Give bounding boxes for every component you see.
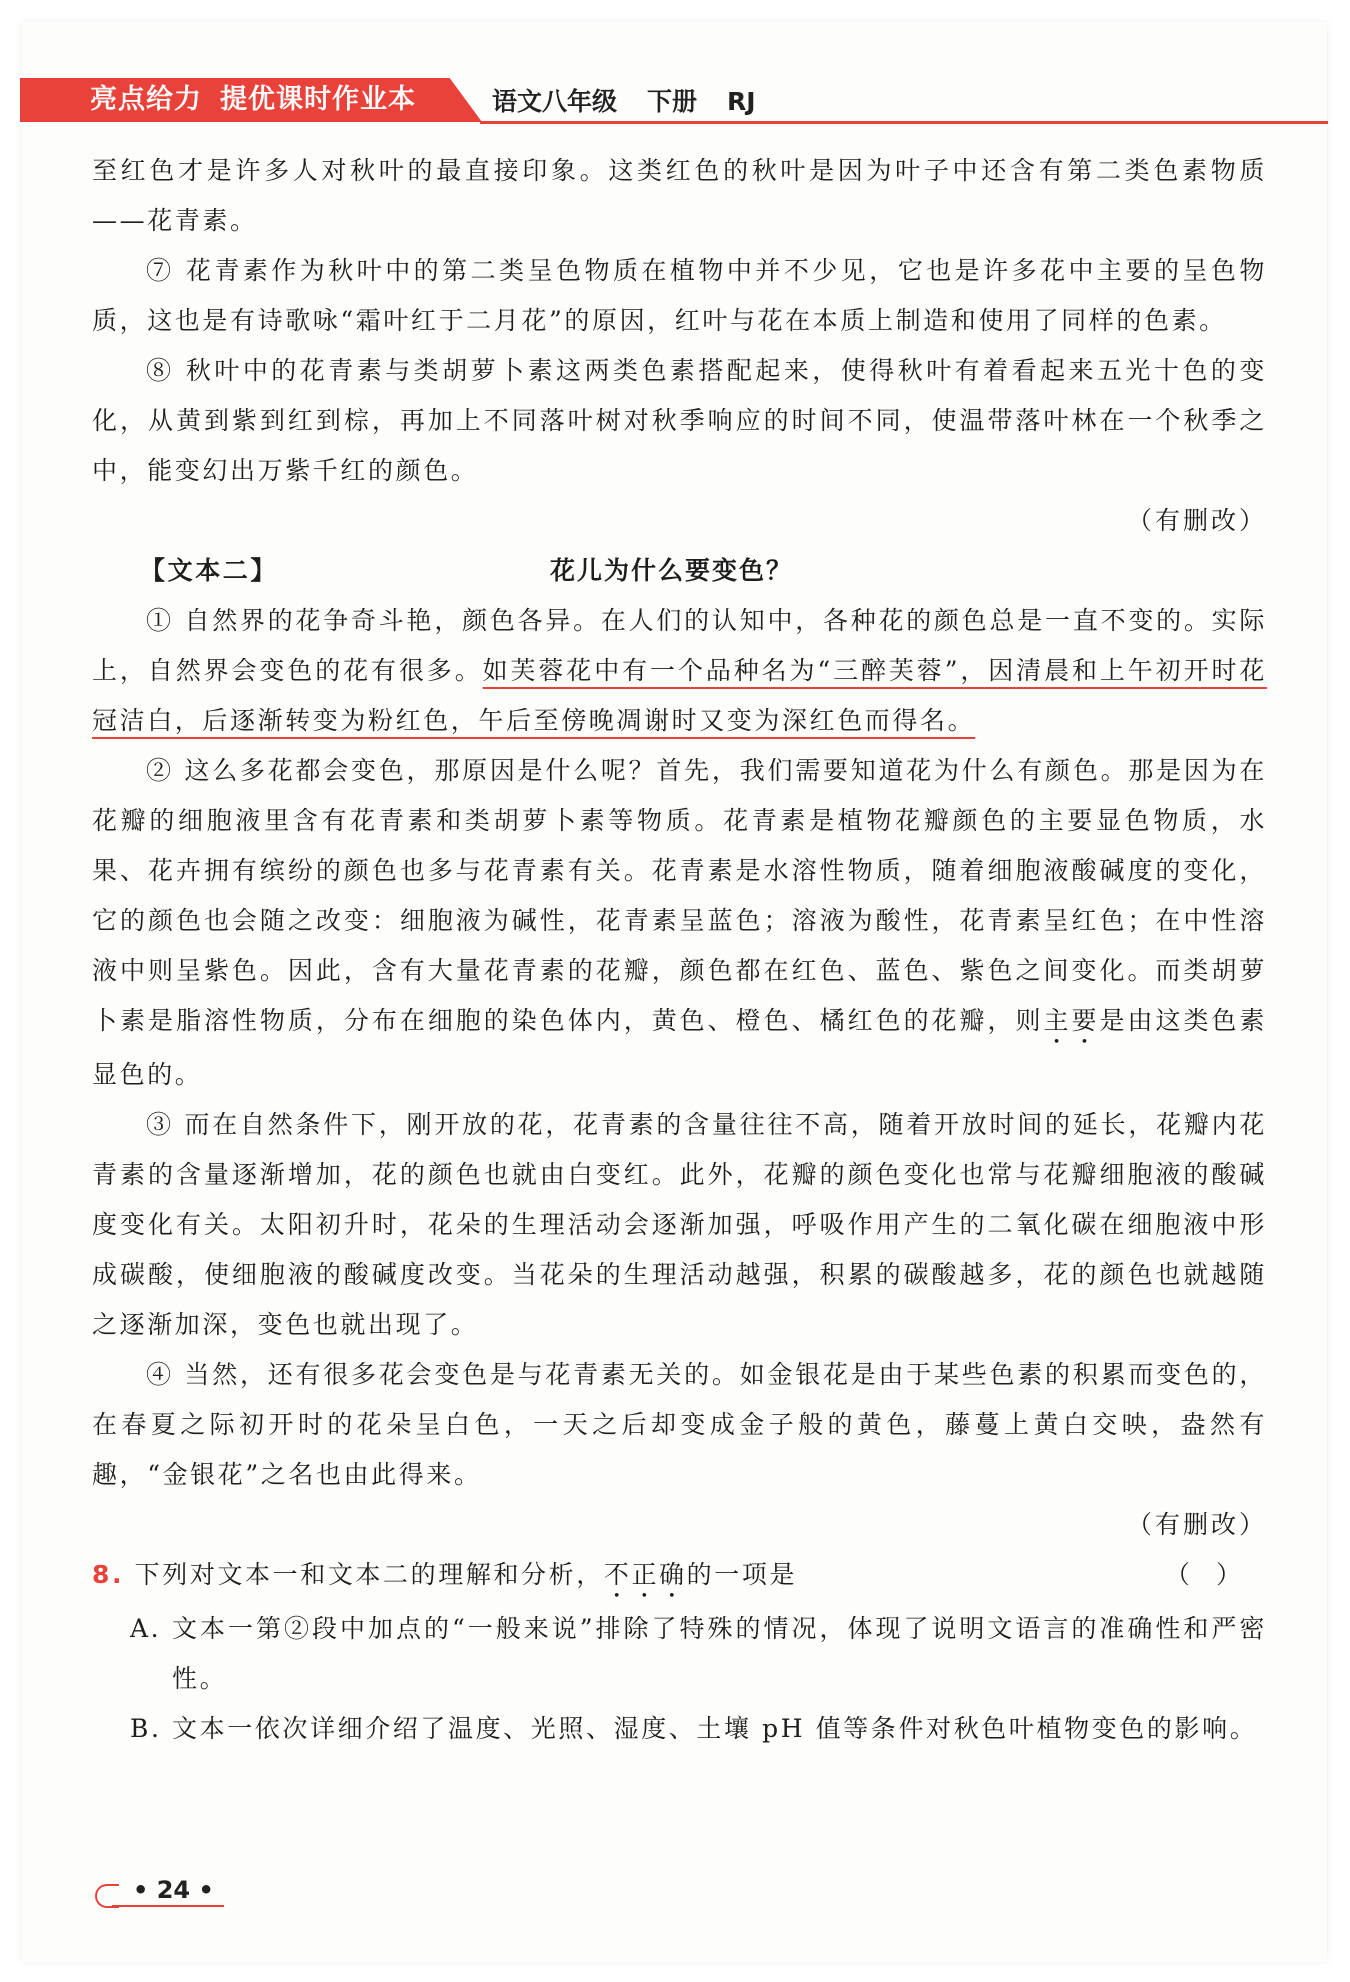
edition: RJ [727, 87, 756, 116]
text1-paragraph-8: ⑧ 秋叶中的花青素与类胡萝卜素这两类色素搭配起来，使得秋叶有着看起来五光十色的变化，从黄到紫到红到棕，再加上不同落叶树对秋季响应的时间不同，使温带落叶林在一个秋季之中，能变幻出万紫千红的颜色。 [92, 356, 1267, 485]
brand-name: 亮点给力 [90, 84, 202, 115]
dotted-word: 主要 [1043, 1006, 1100, 1035]
text2-paragraph-3: ③ 而在自然条件下，刚开放的花，花青素的含量往往不高，随着开放时间的延长，花瓣内花青素的含量逐渐增加，花的颜色也就由白变红。此外，花瓣的颜色变化也常与花瓣细胞液的酸碱度变化有关。太阳初升时，花朵的生理活动会逐渐加强，呼吸作用产生的二氧化碳在细胞液中形成碳酸，使细胞液的酸碱度改变。当花朵的生理活动越强，积累的碳酸越多，花的颜色也就越随之逐渐加深，变色也就出现了。 [92, 1110, 1267, 1339]
option-a[interactable] [92, 1604, 1267, 1704]
text2-p2-text: ② 这么多花都会变色，那原因是什么呢？首先，我们需要知道花为什么有颜色。那是因为在花瓣的细胞液里含有花青素和类胡萝卜素等物质。花青素是植物花瓣颜色的主要显色物质，水果、花卉拥有缤纷的颜色也多与花青素有关。花青素是水溶性物质，随着细胞液酸碱度的变化，它的颜色也会随之改变：细胞液为碱性，花青素呈蓝色；溶液为酸性，花青素呈红色；在中性溶液中则呈紫色。因此，含有大量花青素的花瓣，颜色都在红色、蓝色、紫色之间变化。而类胡萝卜素是脂溶性物质，分布在细胞的染色体内，黄色、橙色、橘红色的花瓣，则 [92, 756, 1267, 1035]
text1-paragraph-7: ⑦ 花青素作为秋叶中的第二类呈色物质在植物中并不少见，它也是许多花中主要的呈色物质，这也是有诗歌咏“霜叶红于二月花”的原因，红叶与花在本质上制造和使用了同样的色素。 [92, 256, 1267, 335]
question-number: 8. [92, 1560, 125, 1589]
text2-paragraph-4: ④ 当然，还有很多花会变色是与花青素无关的。如金银花是由于某些色素的积累而变色的，在春夏之际初开时的花朵呈白色，一天之后却变成金子般的黄色，藤蔓上黄白交映，盎然有趣，“金银花”之名也由此得来。 [92, 1360, 1267, 1489]
text1-continued [92, 146, 1267, 1754]
text2-p2-tail: 是由这类色素显色的。 [92, 1006, 1268, 1089]
text2-paragraph-1 [92, 596, 1267, 746]
page-number: • 24 • [133, 1876, 214, 1904]
option-a-text: 文本一第②段中加点的“一般来说”排除了特殊的情况，体现了说明文语言的准确性和严密性。 [172, 1614, 1267, 1693]
text2-heading [92, 546, 1267, 596]
text2-source-note: （有删改） [1126, 1510, 1267, 1539]
text1-paragraph-continued: 至红色才是许多人对秋叶的最直接印象。这类红色的秋叶是因为叶子中还含有第二类色素物质——花青素。 [92, 156, 1267, 235]
header-rule [480, 121, 1328, 124]
text2-p1-text: ① 自然界的花争奇斗艳，颜色各异。在人们的认知中，各种花的颜色总是一直不变的。实际上，自然界会变色的花有很多。 [92, 606, 1267, 685]
volume: 下册 [647, 87, 698, 116]
text1-source-note: （有删改） [1126, 506, 1267, 535]
option-b-letter: B. [130, 1714, 162, 1743]
option-a-letter: A. [130, 1614, 162, 1643]
question-dotted-word: 不正确 [603, 1560, 687, 1589]
page-number-rule [112, 1905, 224, 1907]
answer-blank[interactable]: （） [1164, 1560, 1267, 1589]
option-b-text: 文本一依次详细介绍了温度、光照、湿度、土壤 pH 值等条件对秋色叶植物变色的影响。 [172, 1714, 1258, 1743]
text2-label: 【文本二】 [140, 556, 279, 585]
series-name: 提优课时作业本 [220, 84, 416, 115]
subject-grade: 语文八年级 [492, 87, 618, 116]
header-brand [90, 82, 416, 118]
header-course [492, 84, 786, 120]
option-b[interactable] [92, 1704, 1267, 1754]
question-stem: 下列对文本一和文本二的理解和分析， [124, 1560, 604, 1589]
question-8 [92, 1550, 1267, 1604]
underlined-sentence: 如芙蓉花中有一个品种名为“三醉芙蓉”，因清晨和上午初开时花冠洁白，后逐渐转变为粉红色，午后至傍晚凋谢时又变为深红色而得名。 [92, 656, 1267, 735]
text2-title: 花儿为什么要变色？ [550, 556, 794, 585]
question-stem-tail: 的一项是 [686, 1560, 798, 1589]
text2-paragraph-2 [92, 746, 1267, 1100]
